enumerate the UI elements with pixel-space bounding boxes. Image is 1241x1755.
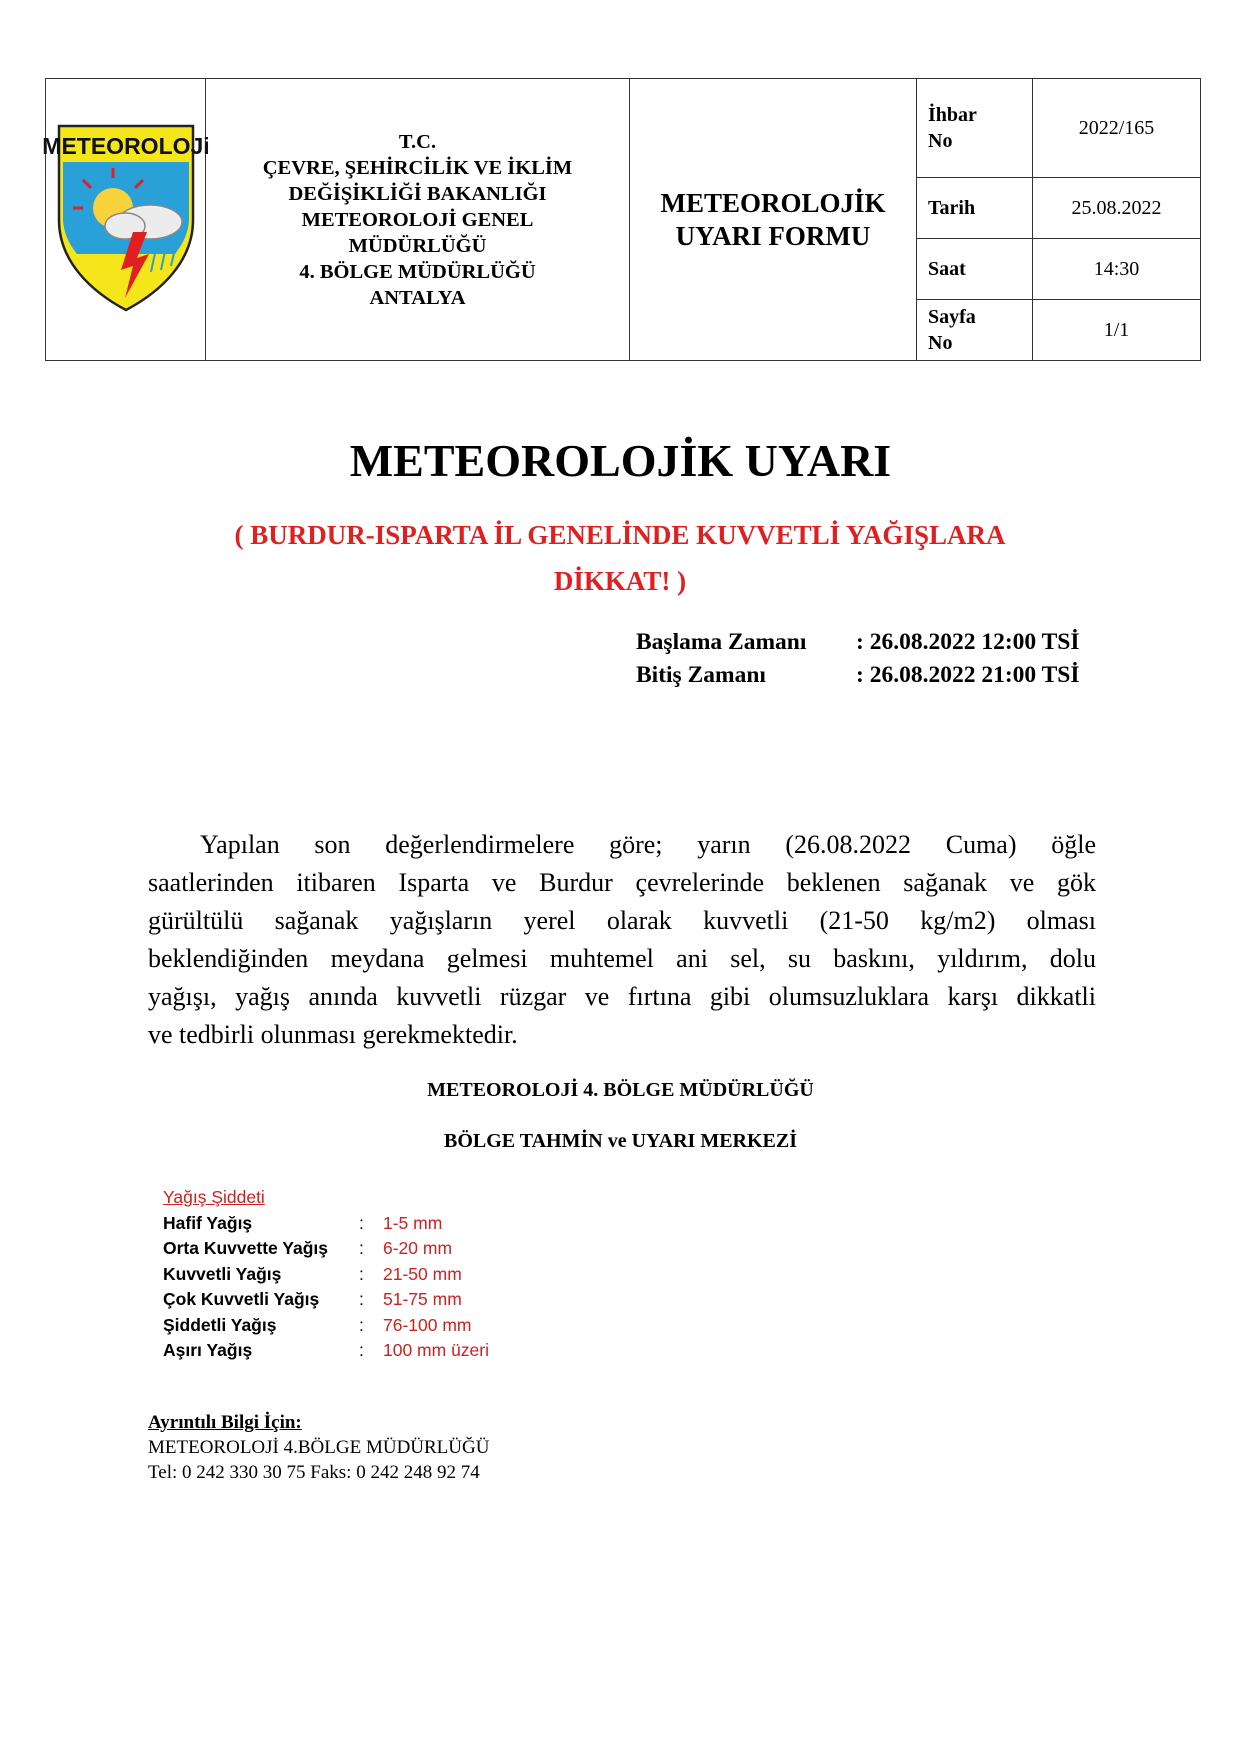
- sayfa-no-label: [917, 300, 1033, 361]
- form-title-line-1: METEOROLOJİK: [660, 187, 886, 218]
- warning-subtitle: [170, 512, 1070, 604]
- severity-row: [163, 1236, 489, 1262]
- severity-row: [163, 1262, 489, 1288]
- org-line: 4. BÖLGE MÜDÜRLÜĞÜ: [299, 260, 536, 283]
- body-line: beklendiğinden meydana gelmesi muhtemel ani sel, su baskını, yıldırım, dolu: [148, 944, 1096, 973]
- meteoroloji-logo: [41, 122, 210, 312]
- org-line: ÇEVRE, ŞEHİRCİLİK VE İKLİM: [262, 156, 573, 179]
- severity-separator: :: [359, 1212, 364, 1233]
- end-time-row: [636, 659, 1080, 692]
- severity-separator: :: [359, 1314, 364, 1335]
- tarih-value: 25.08.2022: [1033, 178, 1201, 239]
- end-time-value: : 26.08.2022 21:00 TSİ: [856, 662, 1080, 688]
- ihbar-label-line-1: İhbar: [928, 104, 977, 126]
- severity-separator: :: [359, 1263, 364, 1284]
- contact-heading: Ayrıntılı Bilgi İçin:: [148, 1412, 302, 1433]
- severity-label: Hafif Yağış: [163, 1212, 253, 1233]
- body-line: yağışı, yağış anında kuvvetli rüzgar ve fırtına gibi olumsuzluklara karşı dikkatli: [148, 982, 1096, 1011]
- organization-cell: [206, 79, 630, 361]
- severity-separator: :: [359, 1238, 364, 1258]
- severity-separator: :: [359, 1289, 364, 1309]
- severity-label: Çok Kuvvetli Yağış: [163, 1289, 320, 1309]
- subtitle-line-1: ( BURDUR-ISPARTA İL GENELİNDE KUVVETLİ YAĞIŞLARA: [234, 520, 1006, 550]
- start-time-label: Başlama Zamanı: [636, 629, 807, 655]
- contact-info: [148, 1410, 489, 1485]
- tarih-label: Tarih: [917, 178, 1033, 239]
- severity-label: Kuvvetli Yağış: [163, 1263, 282, 1284]
- saat-label: Saat: [917, 239, 1033, 300]
- form-title-line-2: UYARI FORMU: [675, 220, 871, 251]
- contact-phone-fax: Tel: 0 242 330 30 75 Faks: 0 242 248 92 74: [148, 1462, 480, 1483]
- severity-row: [163, 1313, 489, 1339]
- subtitle-line-2: DİKKAT! ): [553, 566, 687, 596]
- sayfa-no-value: 1/1: [1033, 300, 1201, 361]
- header-table: [41, 78, 1201, 361]
- start-time-row: [636, 626, 1080, 659]
- org-line: METEOROLOJİ GENEL: [301, 208, 534, 231]
- svg-text:METEOROLOJi: METEOROLOJi: [41, 133, 210, 159]
- ihbar-no-value: 2022/165: [1033, 79, 1201, 178]
- org-line: DEĞİŞİKLİĞİ BAKANLIĞI: [288, 182, 547, 205]
- severity-value: 76-100 mm: [383, 1314, 472, 1335]
- severity-label: Orta Kuvvette Yağış: [163, 1238, 329, 1258]
- validity-times: [636, 626, 1080, 692]
- org-line: ANTALYA: [369, 286, 466, 309]
- document-title: METEOROLOJİK UYARI: [349, 435, 892, 486]
- body-line: saatlerinden itibaren Isparta ve Burdur çevrelerinde beklenen sağanak ve gök: [148, 868, 1096, 897]
- signature-office: METEOROLOJİ 4. BÖLGE MÜDÜRLÜĞÜ: [427, 1079, 814, 1101]
- signature-center: BÖLGE TAHMİN ve UYARI MERKEZİ: [443, 1130, 797, 1152]
- sayfa-label-line-2: No: [928, 332, 953, 354]
- end-time-label: Bitiş Zamanı: [636, 662, 766, 688]
- precipitation-severity-legend: [163, 1185, 489, 1364]
- severity-value: 51-75 mm: [383, 1289, 462, 1309]
- sayfa-label-line-1: Sayfa: [928, 306, 976, 328]
- severity-value: 6-20 mm: [383, 1238, 453, 1258]
- severity-heading: Yağış Şiddeti: [163, 1187, 265, 1207]
- severity-value: 100 mm üzeri: [383, 1340, 490, 1360]
- ihbar-no-label: [917, 79, 1033, 178]
- severity-row: [163, 1211, 489, 1237]
- severity-label: Şiddetli Yağış: [163, 1314, 277, 1335]
- org-line: T.C.: [398, 130, 437, 153]
- logo-cell: [41, 79, 210, 361]
- body-line: gürültülü sağanak yağışların yerel olarak kuvvetli (21-50 kg/m2) olması: [148, 906, 1096, 935]
- body-line: ve tedbirli olunması gerekmektedir.: [148, 1020, 518, 1049]
- contact-office: METEOROLOJİ 4.BÖLGE MÜDÜRLÜĞÜ: [148, 1437, 490, 1458]
- severity-separator: :: [359, 1340, 364, 1360]
- warning-body: [148, 826, 1096, 1054]
- severity-row: [163, 1287, 489, 1313]
- severity-value: 21-50 mm: [383, 1263, 462, 1284]
- body-line: Yapılan son değerlendirmelere göre; yarın (26.08.2022 Cuma) öğle: [200, 830, 1096, 859]
- ihbar-label-line-2: No: [928, 130, 953, 152]
- org-line: MÜDÜRLÜĞÜ: [348, 234, 487, 257]
- severity-label: Aşırı Yağış: [163, 1340, 253, 1360]
- severity-row: [163, 1338, 489, 1364]
- severity-value: 1-5 mm: [383, 1212, 443, 1233]
- saat-value: 14:30: [1033, 239, 1201, 300]
- start-time-value: : 26.08.2022 12:00 TSİ: [856, 629, 1080, 655]
- form-title-cell: [630, 79, 917, 361]
